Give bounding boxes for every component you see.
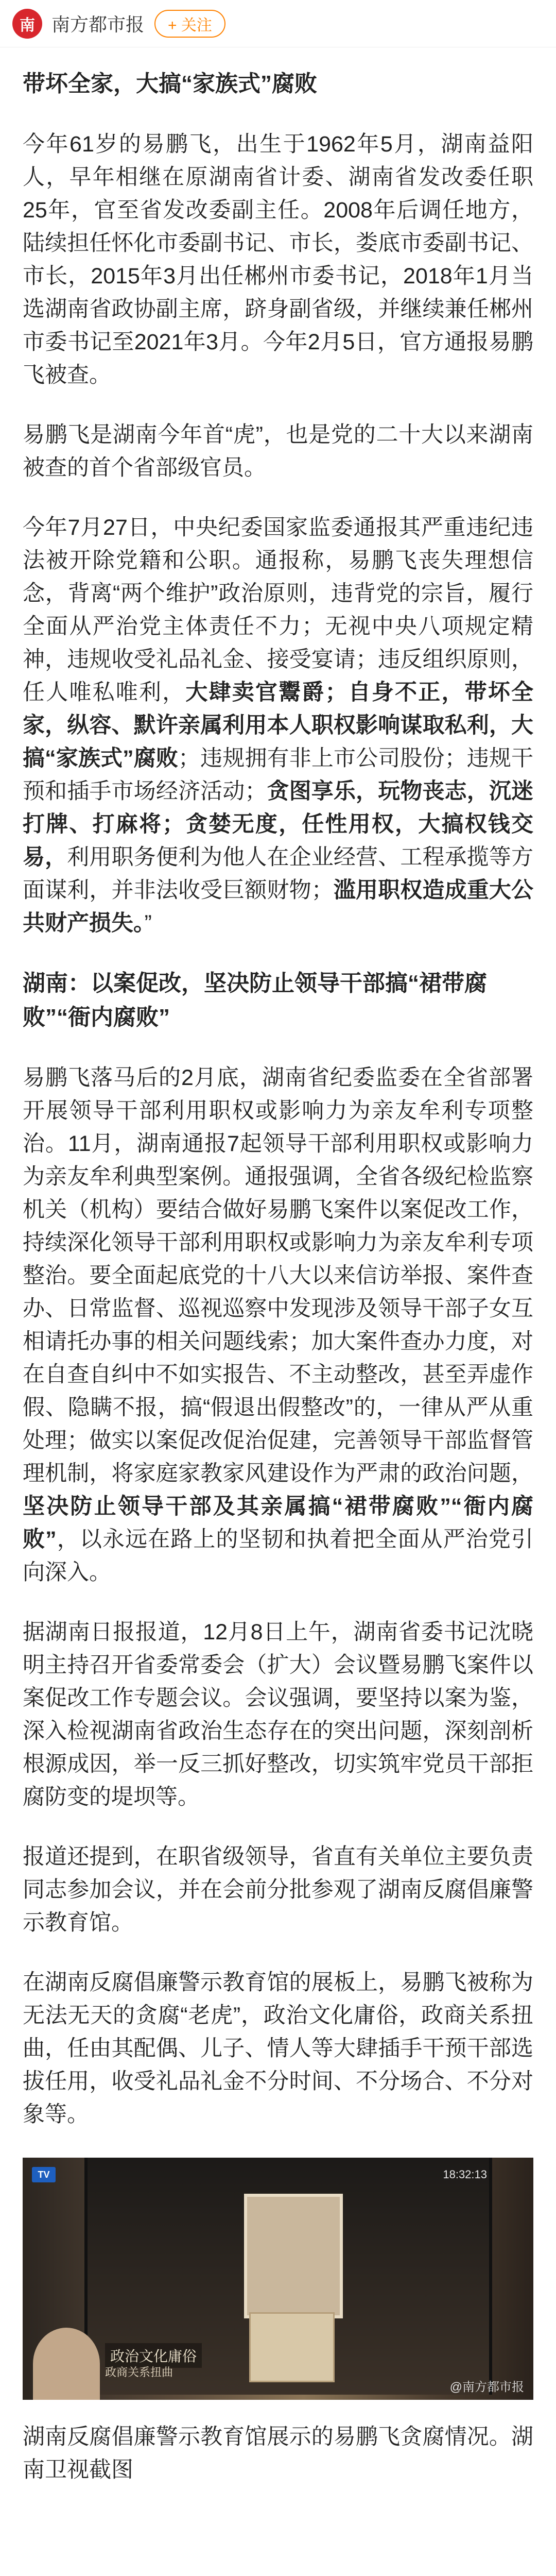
paragraph-1: 今年61岁的易鹏飞，出生于1962年5月，湖南益阳人，早年相继在原湖南省计委、湖南省发改委任职25年，官至省发改委副主任。2008年后调任地方，陆续担任怀化市委副书记、市长，娄底市委副书记、市长，2015年3月出任郴州市委书记，2018年1月当选湖南省政协副主席，跻身副省级，并继续兼任郴州市委书记至2021年3月。今年2月5日，官方通报易鹏飞被查。 bbox=[23, 132, 533, 387]
exhibit-board bbox=[249, 2312, 335, 2382]
paragraph-4-text-a: 易鹏飞落马后的2月底，湖南省纪委监委在全省部署开展领导干部利用职权或影响力为亲友牟利专项整治。11月，湖南通报7起领导干部利用职权或影响力为亲友牟利典型案例。通报强调，全省各级纪检监察机关（机构）要结合做好易鹏飞案件以案促改工作，持续深化领导干部利用职权或影响力为亲友牟利专项整治。要全面起底党的十八大以来信访举报、案件查办、日常监督、巡视巡察中发现涉及领导干部子女互相请托办事的相关问题线索；加大案件查办力度，对在自查自纠中不如实报告、不主动整改，甚至弄虚作假、隐瞒不报，搞“假退出假整改”的，一律从严从重处理；做实以案促改促治促建，完善领导干部监督管理机制，将家庭家教家风建设作为严肃的政治问题， bbox=[23, 1065, 533, 1486]
paragraph-6: 报道还提到，在职省级领导，省直有关单位主要负责同志参加会议，并在会前分批参观了湖南反腐倡廉警示教育馆。 bbox=[23, 1844, 533, 1935]
article-body bbox=[0, 47, 556, 2486]
portrait-frame bbox=[244, 2194, 343, 2318]
board-subcaption: 政商关系扭曲 bbox=[105, 2366, 173, 2379]
paragraph-3 bbox=[23, 511, 533, 940]
paragraph-3-text-c: ；违规拥有非上市公司股份；违规干预和插手市场经济活动； bbox=[23, 746, 534, 804]
follow-button[interactable]: + 关注 bbox=[154, 10, 225, 38]
board-caption: 政治文化庸俗 bbox=[105, 2343, 202, 2368]
paragraph-4-bold: 坚决防止领导干部及其亲属搞“裙带腐败”“衙内腐败” bbox=[23, 1494, 533, 1552]
image-watermark: @南方都市报 bbox=[449, 2380, 524, 2394]
news-screenshot-image[interactable] bbox=[23, 2158, 533, 2400]
paragraph-3-bold-3: 滥用职权造成重大公共财产损失。 bbox=[23, 878, 534, 936]
paragraph-7: 在湖南反腐倡廉警示教育馆的展板上，易鹏飞被称为无法无天的贪腐“老虎”，政治文化庸俗，政商关系扭曲，任由其配偶、儿子、情人等大肆插手干预干部选拔任用，收受礼品礼金不分时间、不分场合、不分对象等。 bbox=[23, 1970, 533, 2127]
account-name[interactable]: 南方都市报 bbox=[51, 14, 145, 35]
sign-language-interpreter bbox=[33, 2328, 100, 2400]
paragraph-3-text-d: 利用职务便利为他人在企业经营、工程承揽等方面谋利，并非法收受巨额财物； bbox=[23, 845, 534, 903]
paragraph-3-text-e: ” bbox=[144, 911, 152, 936]
account-avatar[interactable]: 南 bbox=[12, 9, 42, 39]
section-heading-2: 湖南：以案促改，坚决防止领导干部搞“裙带腐败”“衙内腐败” bbox=[23, 971, 487, 1030]
paragraph-4-text-c: ，以永远在路上的坚韧和执着把全面从严治党引向深入。 bbox=[23, 1527, 534, 1585]
paragraph-5: 据湖南日报报道，12月8日上午，湖南省委书记沈晓明主持召开省委常委会（扩大）会议暨易鹏飞案件以案促改工作专题会议。会议强调，要坚持以案为鉴，深入检视湖南省政治生态存在的突出问题，深刻剖析根源成因，举一反三抓好整改，切实筑牢党员干部拒腐防变的堤坝等。 bbox=[23, 1620, 533, 1809]
paragraph-3-text-a: 今年7月27日，中央纪委国家监委通报其严重违纪违法被开除党籍和公职。通报称，易鹏飞丧失理想信念，背离“两个维护”政治原则，违背党的宗旨，履行全面从严治党主体责任不力；无视中央八项规定精神，违规收受礼品礼金、接受宴请；违反组织原则，任人唯私唯利， bbox=[23, 515, 533, 705]
top-bar bbox=[0, 0, 556, 47]
paragraph-3-bold-1: 大肆卖官鬻爵；自身不正，带坏全家，纵容、默许亲属利用本人职权影响谋取私利，大搞“家族式”腐败 bbox=[23, 680, 534, 771]
tv-channel-logo: TV bbox=[32, 2167, 56, 2182]
paragraph-4 bbox=[23, 1061, 533, 1589]
paragraph-2: 易鹏飞是湖南今年首“虎”，也是党的二十大以来湖南被查的首个省部级官员。 bbox=[23, 422, 533, 480]
image-caption: 湖南反腐倡廉警示教育馆展示的易鹏飞贪腐情况。湖南卫视截图 bbox=[23, 2425, 533, 2482]
paragraph-3-bold-2: 贪图享乐，玩物丧志，沉迷打牌、打麻将；贪婪无度，任性用权，大搞权钱交易， bbox=[23, 779, 534, 870]
video-timestamp: 18:32:13 bbox=[443, 2168, 487, 2181]
section-heading-1: 带坏全家，大搞“家族式”腐败 bbox=[23, 71, 317, 96]
